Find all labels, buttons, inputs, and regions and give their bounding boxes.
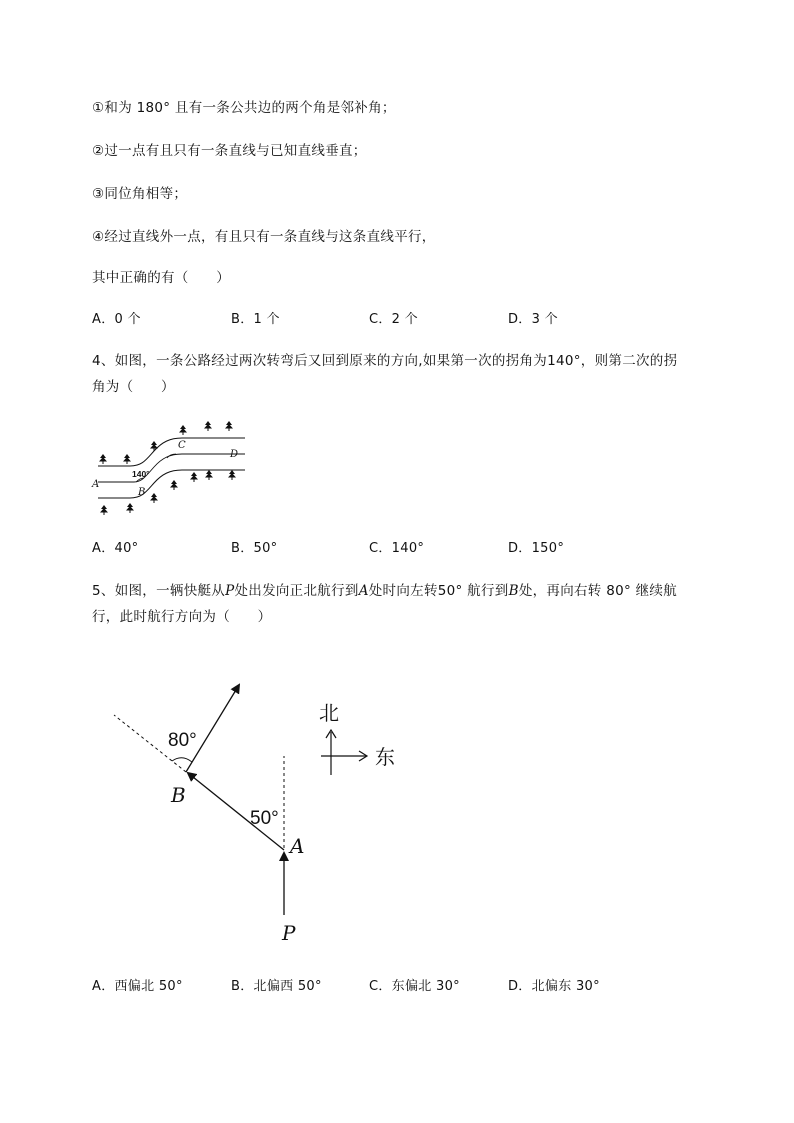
point-label-b: B: [171, 783, 186, 807]
tree-icon: [150, 493, 158, 503]
point-label-a: A: [290, 834, 305, 858]
q5-text-seg: 处出发向正北航行到: [234, 583, 359, 599]
q5-point-a: A: [358, 583, 369, 599]
road-center-line: [98, 454, 245, 482]
navigation-figure: [100, 670, 420, 950]
tree-icon: [205, 470, 213, 480]
tree-icon: [170, 480, 178, 490]
q4-text-line-2: 角为（ ）: [92, 379, 175, 395]
q5-text-seg: 5、如图，一辆快艇从: [92, 583, 226, 599]
q3-option-a: A．0 个: [92, 312, 141, 327]
q5-option-d: D．北偏东 30°: [508, 979, 600, 994]
angle-label-80: 80°: [168, 730, 197, 751]
tree-icon: [150, 441, 158, 451]
angle-label-50: 50°: [250, 808, 279, 829]
q4-option-a: A．40°: [92, 541, 139, 556]
compass-east-label: 东: [375, 745, 395, 769]
q5-option-a: A．西偏北 50°: [92, 979, 183, 994]
tree-icon: [126, 503, 134, 513]
label-a: A: [92, 479, 100, 490]
road-figure: [90, 415, 250, 520]
q4-option-d: D．150°: [508, 541, 565, 556]
point-label-p: P: [282, 921, 296, 945]
tree-icon: [225, 421, 233, 431]
q3-option-c: C．2 个: [369, 312, 418, 327]
q4-option-b: B．50°: [231, 541, 278, 556]
tree-icon: [179, 425, 187, 435]
q5-point-p: P: [225, 583, 235, 599]
road-upper-edge: [98, 438, 245, 466]
q3-option-b: B．1 个: [231, 312, 280, 327]
label-c: C: [178, 440, 186, 451]
label-b: B: [138, 487, 146, 498]
tree-icon: [228, 470, 236, 480]
statement-3: ③同位角相等；: [92, 186, 188, 202]
tree-icon: [190, 472, 198, 482]
q5-option-b: B．北偏西 50°: [231, 979, 322, 994]
label-d: D: [230, 449, 239, 460]
tree-icon: [99, 454, 107, 464]
statement-4: ④经过直线外一点，有且只有一条直线与这条直线平行，: [92, 229, 436, 245]
compass-north-label: 北: [319, 701, 339, 725]
q5-option-c: C．东偏北 30°: [369, 979, 460, 994]
q5-text-seg: 处，再向右转 80° 继续航: [518, 583, 678, 599]
path-b-onward: [186, 685, 239, 772]
tree-icon: [204, 421, 212, 431]
angle-arc-80: [172, 758, 192, 762]
angle-label-140: 140°: [132, 469, 150, 479]
q3-option-d: D．3 个: [508, 312, 558, 327]
q4-option-c: C．140°: [369, 541, 425, 556]
q5-text-line-1: [92, 582, 677, 600]
statement-1: ①和为 180° 且有一条公共边的两个角是邻补角；: [92, 100, 396, 116]
statement-question: 其中正确的有（ ）: [92, 270, 230, 286]
q5-text-line-2: 行，此时航行方向为（ ）: [92, 609, 272, 625]
q5-text-seg: 处时向左转50° 航行到: [368, 583, 509, 599]
q4-text-line-1: 4、如图，一条公路经过两次转弯后又回到原来的方向,如果第一次的拐角为140°，则第二次的拐: [92, 353, 678, 369]
statement-2: ②过一点有且只有一条直线与已知直线垂直；: [92, 143, 367, 159]
tree-icon: [123, 454, 131, 464]
tree-icon: [100, 505, 108, 515]
q5-point-b: B: [508, 583, 519, 599]
